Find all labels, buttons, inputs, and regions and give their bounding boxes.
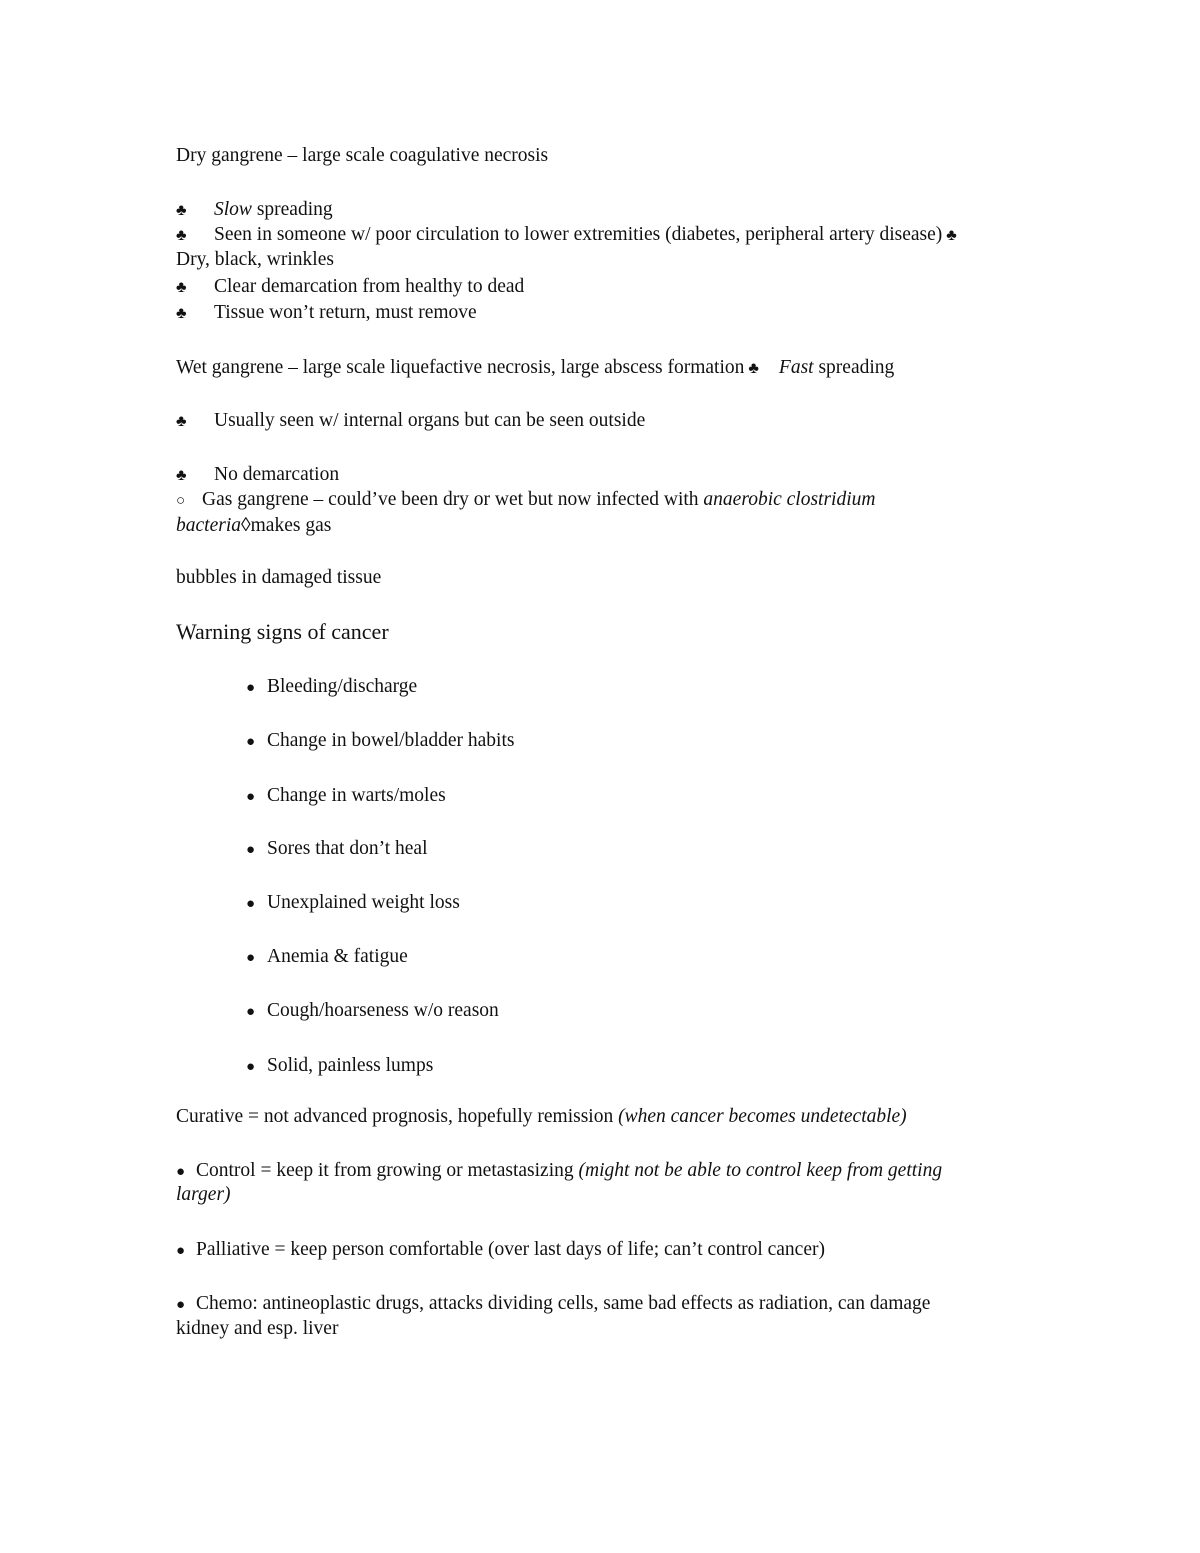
list-item-label: Change in warts/moles bbox=[267, 785, 446, 806]
bullet-icon: ● bbox=[246, 1004, 256, 1020]
gas-gangrene-continued bbox=[176, 513, 331, 539]
curative-line bbox=[176, 1104, 907, 1130]
list-item bbox=[246, 890, 460, 917]
list-item-label: Unexplained weight loss bbox=[267, 892, 460, 913]
item-text: Chemo: antineoplastic drugs, attacks dividing cells, same bad effects as radiation, can damage bbox=[196, 1293, 931, 1314]
control-item-continued bbox=[176, 1182, 231, 1208]
list-item bbox=[176, 197, 333, 224]
list-item bbox=[246, 728, 514, 755]
club-bullet-icon: ♣ bbox=[748, 360, 759, 377]
bullet-icon: ● bbox=[176, 1243, 186, 1259]
item-text: Seen in someone w/ poor circulation to lower extremities (diabetes, peripheral artery disease) bbox=[214, 224, 943, 245]
item-text: Curative = not advanced prognosis, hopefully remission bbox=[176, 1106, 619, 1127]
item-text: Gas gangrene – could’ve been dry or wet but now infected with bbox=[202, 489, 704, 510]
bullet-icon: ● bbox=[246, 1059, 256, 1075]
bullet-icon: ● bbox=[246, 842, 256, 858]
bullet-icon: ● bbox=[246, 896, 256, 912]
item-text: spreading bbox=[813, 357, 895, 378]
list-item bbox=[246, 674, 417, 701]
list-item bbox=[176, 274, 524, 301]
list-item bbox=[176, 222, 967, 249]
emphasis-text: (might not be able to control keep from getting bbox=[578, 1160, 943, 1181]
item-text: Control = keep it from growing or metastasizing bbox=[196, 1160, 579, 1181]
bullet-icon: ● bbox=[176, 1297, 186, 1313]
list-item-text: Dry, black, wrinkles bbox=[176, 249, 334, 270]
item-text: Clear demarcation from healthy to dead bbox=[214, 276, 525, 297]
item-text: No demarcation bbox=[214, 464, 340, 485]
list-item bbox=[176, 462, 339, 489]
circle-bullet-icon: ○ bbox=[176, 493, 186, 509]
item-text: Usually seen w/ internal organs but can be seen outside bbox=[214, 410, 646, 431]
list-item bbox=[246, 836, 428, 863]
arrow-symbol: ◊ bbox=[240, 515, 251, 536]
bullet-icon: ● bbox=[246, 950, 256, 966]
item-text: Tissue won’t return, must remove bbox=[214, 302, 477, 323]
list-item-label: Change in bowel/bladder habits bbox=[267, 730, 515, 751]
chemo-item bbox=[176, 1291, 930, 1318]
emphasis-text: larger) bbox=[176, 1184, 231, 1205]
list-item bbox=[176, 408, 645, 435]
emphasis-text: (when cancer becomes undetectable) bbox=[618, 1106, 907, 1127]
warning-signs-heading: Warning signs of cancer bbox=[176, 619, 389, 644]
item-text: spreading bbox=[251, 199, 333, 220]
club-bullet-icon: ♣ bbox=[176, 467, 187, 484]
list-item bbox=[246, 998, 499, 1025]
bullet-icon: ● bbox=[246, 789, 256, 805]
bullet-icon: ● bbox=[246, 680, 256, 696]
gas-gangrene-item bbox=[176, 487, 875, 514]
item-text: makes gas bbox=[250, 515, 332, 536]
club-bullet-icon: ♣ bbox=[176, 202, 187, 219]
emphasis-text: Slow bbox=[214, 199, 252, 220]
chemo-item-continued: kidney and esp. liver bbox=[176, 1318, 339, 1339]
emphasis-text: Fast bbox=[778, 357, 814, 378]
list-item-label: Sores that don’t heal bbox=[267, 838, 428, 859]
list-item-label: Bleeding/discharge bbox=[267, 676, 418, 697]
control-item bbox=[176, 1158, 942, 1185]
wet-gangrene-title bbox=[176, 355, 894, 382]
dry-gangrene-title: Dry gangrene – large scale coagulative necrosis bbox=[176, 145, 549, 166]
list-item bbox=[246, 1053, 433, 1080]
list-item bbox=[246, 944, 408, 971]
item-text: Palliative = keep person comfortable (over last days of life; can’t control cancer) bbox=[196, 1239, 825, 1260]
bullet-icon: ● bbox=[176, 1164, 186, 1180]
club-bullet-icon: ♣ bbox=[176, 305, 187, 322]
emphasis-text: anaerobic clostridium bbox=[703, 489, 876, 510]
list-item-label: Cough/hoarseness w/o reason bbox=[267, 1000, 499, 1021]
club-bullet-icon: ♣ bbox=[176, 279, 187, 296]
gas-gangrene-bubbles: bubbles in damaged tissue bbox=[176, 567, 382, 588]
club-bullet-icon: ♣ bbox=[176, 227, 187, 244]
list-item-label: Anemia & fatigue bbox=[267, 946, 408, 967]
wet-title-text: Wet gangrene – large scale liquefactive necrosis, large abscess formation bbox=[176, 357, 745, 378]
club-bullet-icon: ♣ bbox=[946, 227, 957, 244]
palliative-item bbox=[176, 1237, 825, 1264]
bullet-icon: ● bbox=[246, 734, 256, 750]
emphasis-text: bacteria bbox=[176, 515, 241, 536]
list-item bbox=[176, 300, 477, 327]
list-item-label: Solid, painless lumps bbox=[267, 1055, 434, 1076]
list-item bbox=[246, 783, 446, 810]
club-bullet-icon: ♣ bbox=[176, 413, 187, 430]
